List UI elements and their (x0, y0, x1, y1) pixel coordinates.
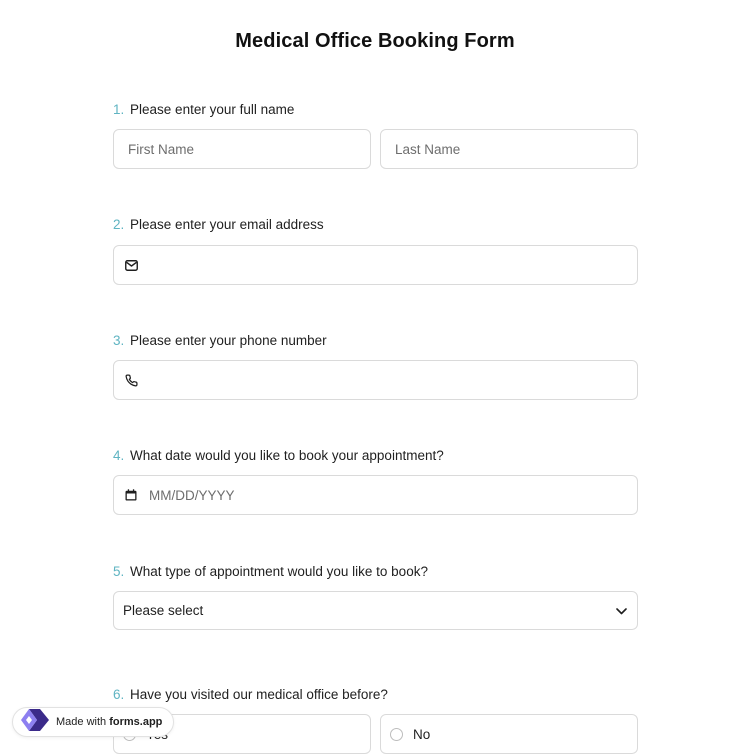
email-input[interactable] (114, 246, 637, 284)
first-name-field[interactable] (113, 129, 371, 169)
question-text: Please enter your email address (130, 217, 324, 232)
question-number: 5. (113, 564, 125, 579)
phone-input[interactable] (114, 361, 637, 399)
calendar-icon (124, 488, 138, 502)
first-name-input[interactable] (114, 130, 370, 168)
date-input[interactable] (114, 476, 637, 514)
question-number: 1. (113, 102, 125, 117)
question-label (113, 101, 638, 119)
badge-text (56, 716, 162, 728)
question-number: 4. (113, 448, 125, 463)
question-visited-before (113, 686, 638, 754)
last-name-field[interactable] (380, 129, 638, 169)
radio-group (113, 714, 638, 754)
question-number: 6. (113, 687, 125, 702)
radio-option-no[interactable] (380, 714, 638, 754)
question-label (113, 216, 638, 234)
question-text: What type of appointment would you like to book? (130, 564, 428, 579)
question-text: Please enter your phone number (130, 333, 327, 348)
chevron-down-icon (616, 602, 627, 620)
question-text: What date would you like to book your appointment? (130, 448, 444, 463)
question-label (113, 447, 638, 465)
question-appointment-type (113, 563, 638, 630)
question-label (113, 332, 638, 350)
badge-brand: forms.app (109, 716, 163, 728)
phone-field[interactable] (113, 360, 638, 400)
question-text: Please enter your full name (130, 102, 295, 117)
badge-prefix: Made with (56, 716, 107, 728)
envelope-icon (124, 258, 138, 272)
question-text: Have you visited our medical office before? (130, 687, 388, 702)
name-row (113, 129, 638, 169)
question-label (113, 686, 638, 704)
radio-label: No (413, 726, 431, 742)
forms-app-logo-icon (20, 707, 50, 738)
question-email (113, 216, 638, 285)
select-value: Please select (123, 603, 204, 618)
question-number: 3. (113, 333, 125, 348)
last-name-input[interactable] (381, 130, 637, 168)
question-full-name (113, 101, 638, 169)
question-phone (113, 332, 638, 400)
phone-icon (124, 373, 138, 387)
question-number: 2. (113, 217, 125, 232)
question-label (113, 563, 638, 581)
appointment-type-select[interactable] (113, 591, 638, 630)
question-appointment-date (113, 447, 638, 515)
made-with-badge[interactable] (12, 707, 174, 737)
email-field[interactable] (113, 245, 638, 285)
page-title: Medical Office Booking Form (235, 30, 515, 52)
date-field[interactable] (113, 475, 638, 515)
radio-button[interactable] (390, 728, 403, 741)
